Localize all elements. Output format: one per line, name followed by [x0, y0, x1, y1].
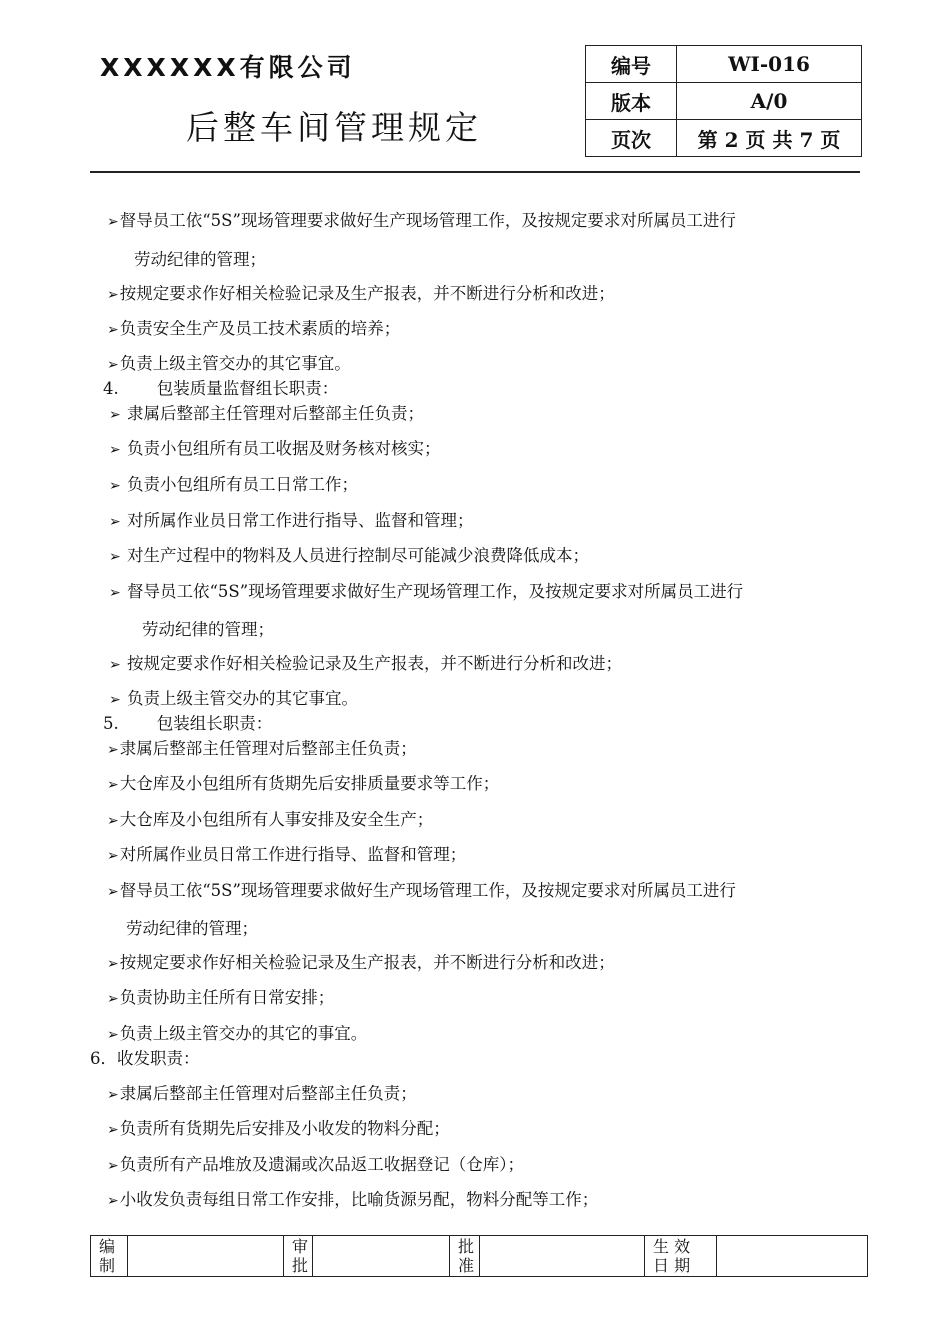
- list-item: ➢按规定要求作好相关检验记录及生产报表，并不断进行分析和改进；: [107, 953, 615, 972]
- approved-by-field: [480, 1236, 645, 1277]
- list-item: ➢ 负责小包组所有员工日常工作；: [109, 475, 358, 494]
- effective-date-field: [717, 1236, 868, 1277]
- section-number: 5.: [103, 714, 119, 733]
- approved-by-label: 批 准: [450, 1236, 480, 1277]
- effective-date-label: 生 效 日 期: [645, 1236, 717, 1277]
- bullet-icon: ➢: [109, 407, 121, 423]
- section-number: 4.: [103, 379, 119, 398]
- bullet-icon: ➢: [107, 813, 119, 829]
- info-value: 第 2 页 共 7 页: [677, 120, 862, 157]
- compiled-by-label: 编 制: [91, 1236, 128, 1277]
- section-heading: [103, 713, 272, 735]
- doc-info-table: [585, 45, 862, 157]
- list-item: ➢负责上级主管交办的其它的事宜。: [107, 1024, 368, 1043]
- list-item: ➢按规定要求作好相关检验记录及生产报表，并不断进行分析和改进；: [107, 284, 615, 303]
- section-title: 6．收发职责：: [90, 1049, 200, 1068]
- info-row: [586, 83, 862, 120]
- bullet-icon: ➢: [107, 1087, 119, 1103]
- header-divider: [90, 171, 860, 173]
- info-value: WI-016: [677, 46, 862, 83]
- section-heading: [103, 378, 338, 400]
- list-item: ➢隶属后整部主任管理对后整部主任负责；: [107, 739, 417, 758]
- list-item: ➢隶属后整部主任管理对后整部主任负责；: [107, 1084, 417, 1103]
- list-item: ➢负责所有产品堆放及遗漏或次品返工收据登记（仓库）；: [107, 1155, 524, 1174]
- section-title: 包装质量监督组长职责：: [156, 379, 339, 398]
- info-row: [586, 46, 862, 83]
- list-item: ➢ 对所属作业员日常工作进行指导、监督和管理；: [109, 511, 474, 530]
- list-item: ➢负责协助主任所有日常安排；: [107, 988, 335, 1007]
- bullet-icon: ➢: [109, 478, 121, 494]
- bullet-icon: ➢: [107, 777, 119, 793]
- signature-table: [90, 1235, 868, 1277]
- list-item: ➢ 对生产过程中的物料及人员进行控制尽可能减少浪费降低成本；: [109, 546, 589, 565]
- list-item: ➢ 负责小包组所有员工收据及财务核对核实；: [109, 439, 441, 458]
- reviewed-by-field: [313, 1236, 450, 1277]
- company-name: XXXXXX有限公司: [100, 53, 356, 82]
- bullet-icon: ➢: [109, 692, 121, 708]
- bullet-icon: ➢: [107, 357, 119, 373]
- list-item: ➢ 负责上级主管交办的其它事宜。: [109, 689, 358, 708]
- bullet-icon: ➢: [107, 287, 119, 303]
- bullet-icon: ➢: [107, 991, 119, 1007]
- bullet-icon: ➢: [107, 214, 119, 230]
- list-item: ➢督导员工依“5S”现场管理要求做好生产现场管理工作，及按规定要求对所属员工进行: [107, 211, 736, 230]
- bullet-icon: ➢: [109, 549, 121, 565]
- bullet-icon: ➢: [107, 1027, 119, 1043]
- info-row: [586, 120, 862, 157]
- list-item: ➢ 隶属后整部主任管理对后整部主任负责；: [109, 404, 424, 423]
- list-item-continuation: 劳动纪律的管理；: [126, 919, 258, 938]
- bullet-icon: ➢: [107, 1158, 119, 1174]
- bullet-icon: ➢: [107, 884, 119, 900]
- bullet-icon: ➢: [107, 742, 119, 758]
- bullet-icon: ➢: [109, 585, 121, 601]
- section-title: 包装组长职责：: [156, 714, 273, 733]
- info-value: A/0: [677, 83, 862, 120]
- info-key: 页次: [586, 120, 677, 157]
- list-item: ➢ 按规定要求作好相关检验记录及生产报表，并不断进行分析和改进；: [109, 654, 622, 673]
- bullet-icon: ➢: [107, 1193, 119, 1209]
- info-key: 编号: [586, 46, 677, 83]
- list-item: ➢对所属作业员日常工作进行指导、监督和管理；: [107, 845, 467, 864]
- list-item-continuation: 劳动纪律的管理；: [134, 250, 266, 269]
- list-item: ➢负责安全生产及员工技术素质的培养；: [107, 319, 401, 338]
- bullet-icon: ➢: [109, 442, 121, 458]
- info-key: 版本: [586, 83, 677, 120]
- bullet-icon: ➢: [107, 956, 119, 972]
- list-item: ➢督导员工依“5S”现场管理要求做好生产现场管理工作，及按规定要求对所属员工进行: [107, 881, 736, 900]
- section-heading: [90, 1048, 200, 1070]
- compiled-by-field: [128, 1236, 284, 1277]
- list-item: ➢大仓库及小包组所有货期先后安排质量要求等工作；: [107, 774, 500, 793]
- document-title: 后整车间管理规定: [186, 108, 482, 147]
- signature-row: [91, 1236, 868, 1277]
- reviewed-by-label: 审 批: [284, 1236, 313, 1277]
- bullet-icon: ➢: [109, 657, 121, 673]
- list-item: ➢负责所有货期先后安排及小收发的物料分配；: [107, 1119, 450, 1138]
- bullet-icon: ➢: [107, 322, 119, 338]
- list-item: ➢ 督导员工依“5S”现场管理要求做好生产现场管理工作，及按规定要求对所属员工进行: [109, 582, 744, 601]
- list-item: ➢大仓库及小包组所有人事安排及安全生产；: [107, 810, 434, 829]
- list-item: ➢负责上级主管交办的其它事宜。: [107, 354, 351, 373]
- list-item: ➢小收发负责每组日常工作安排，比喻货源另配，物料分配等工作；: [107, 1190, 599, 1209]
- list-item-continuation: 劳动纪律的管理；: [142, 620, 274, 639]
- bullet-icon: ➢: [109, 514, 121, 530]
- bullet-icon: ➢: [107, 848, 119, 864]
- bullet-icon: ➢: [107, 1122, 119, 1138]
